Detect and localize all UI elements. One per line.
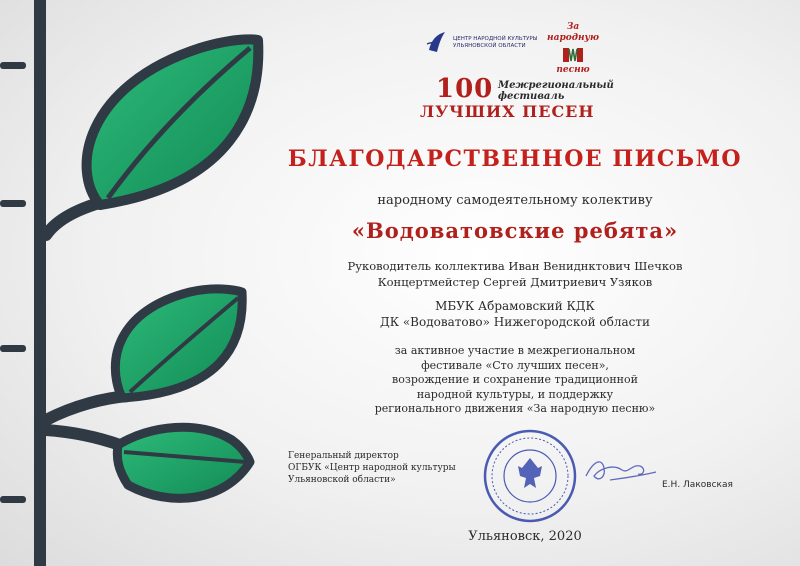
leaf-top [46,39,258,235]
reason-line4: народной культуры, и поддержку [416,387,614,401]
culture-center-logo [425,30,553,56]
eagle-emblem [518,458,542,488]
leaf-lower [46,427,250,498]
city-and-year: Ульяновск, 2020 [468,529,582,544]
reason-line3: возрождение и сохранение традиционной [392,373,638,386]
stem-dashes [0,62,26,503]
director-line1: Генеральный директор [288,451,399,461]
folk-song-logo [543,22,603,76]
reason-line5: регионального движения «За народную песню» [374,402,656,415]
folk-song-logo-line1: За народную [547,22,599,43]
reason-block [250,344,780,417]
logos-row [425,22,625,75]
leaders-block [250,258,780,290]
culture-center-name: ЦЕНТР НАРОДНОЙ КУЛЬТУРЫ УЛЬЯНОВСКОЙ ОБЛАСТИ [453,36,538,49]
organization-block [250,298,780,330]
festival-number: 100 [436,74,494,104]
org-line1: МБУК Абрамовский КДК [435,299,595,313]
festival-subtitle-line1: Межрегиональный [498,80,614,91]
leader-line: Руководитель коллектива Иван Вениднктович Шечков [347,259,683,273]
reason-line2: фестивале «Сто лучших песен», [421,358,609,372]
director-line2: ОГБУК «Центр народной культуры [288,463,456,473]
org-line2: ДК «Водоватово» Нижегородской области [379,315,651,329]
recipient-type: народному самодеятельному колективу [377,193,653,208]
bird-icon [425,30,447,56]
handwritten-signature [580,450,660,490]
document-title: БЛАГОДАРСТВЕННОЕ ПИСЬМО [287,146,743,172]
folk-song-logo-line2: песню [556,65,590,75]
director-line3: Ульяновской области» [288,475,396,485]
festival-title [420,74,640,122]
festival-main-title: ЛУЧШИХ ПЕСЕН [420,102,595,121]
reason-line1: за активное участие в межрегиональном [394,344,636,357]
official-stamp [482,428,578,524]
signer-name: Е.Н. Лаковская [662,480,733,490]
festival-subtitle-line2: фестиваль [498,91,565,102]
accordion-icon [562,45,584,65]
festival-subtitle [498,80,618,102]
leaf-middle [46,289,242,420]
main-stem [34,0,46,566]
recipient-name: «Водоватовские ребята» [351,218,679,243]
director-position [288,450,478,486]
concertmaster-line: Концертмейстер Сергей Дмитриевич Узяков [377,275,653,289]
